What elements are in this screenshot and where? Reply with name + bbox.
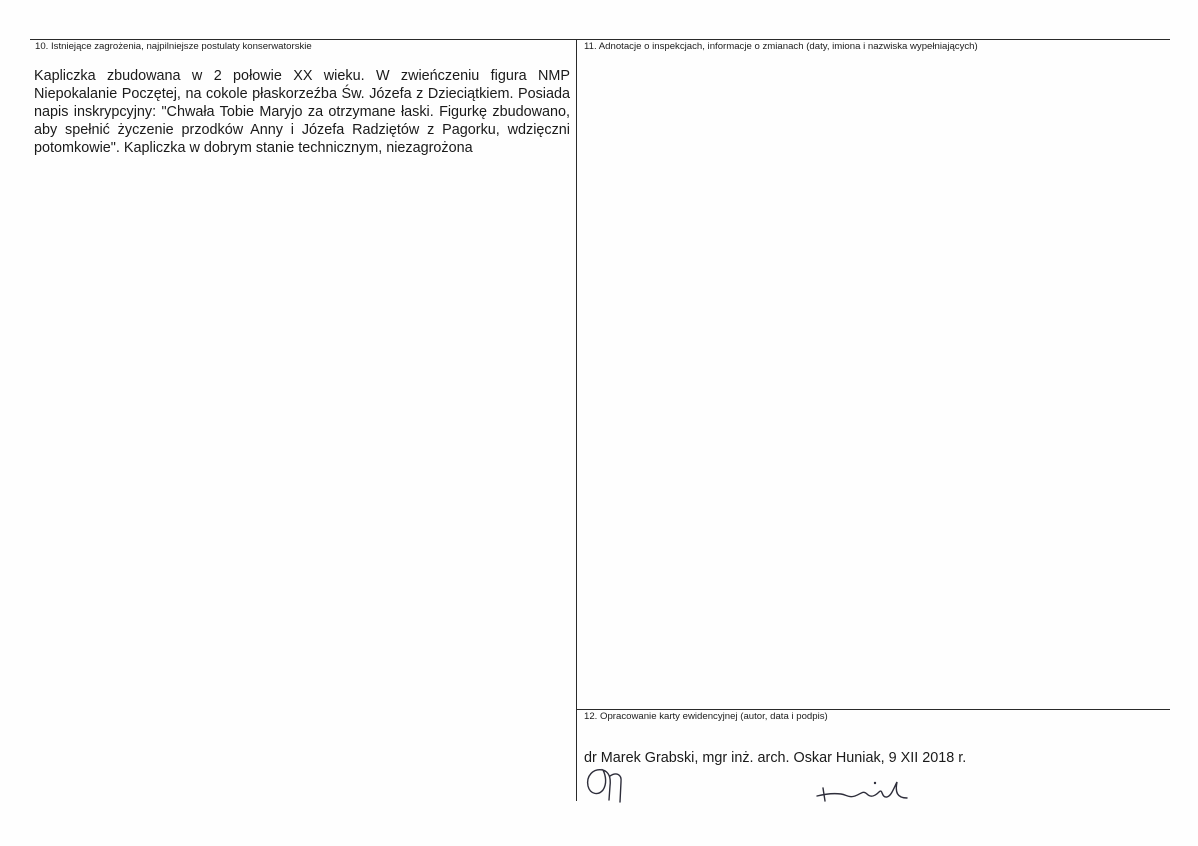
section-12-top-rule: [576, 709, 1170, 710]
signature-huniak: [815, 776, 915, 804]
section-12-authors: dr Marek Grabski, mgr inż. arch. Oskar Huniak, 9 XII 2018 r.: [584, 750, 967, 766]
section-10-header: 10. Istniejące zagrożenia, najpilniejsze postulaty konserwatorskie: [35, 41, 312, 52]
section-10-text: Kapliczka zbudowana w 2 połowie XX wieku. W zwieńczeniu figura NMP Niepokalanie Poczętej, na cokole płaskorzeźba Św. Józefa z Dzieciątkiem. Posiada napis inskrypcyjny: "Chwała Tobie Maryjo za otrzymane łaski. Figurkę zbudowano, aby spełnić życzenie przodków Anny i Józefa Radziętów z Pagorku, wdzięczni potomkowie". Kapliczka w dobrym stanie technicznym, niezagrożona: [34, 68, 570, 156]
section-11-header: 11. Adnotacje o inspekcjach, informacje o zmianach (daty, imiona i nazwiska wypełniających): [584, 41, 978, 52]
column-divider: [576, 39, 577, 801]
section-10-top-rule: [30, 39, 576, 40]
signature-grabski: [583, 764, 629, 804]
section-11-top-rule: [576, 39, 1170, 40]
section-12-header: 12. Opracowanie karty ewidencyjnej (autor, data i podpis): [584, 711, 828, 722]
